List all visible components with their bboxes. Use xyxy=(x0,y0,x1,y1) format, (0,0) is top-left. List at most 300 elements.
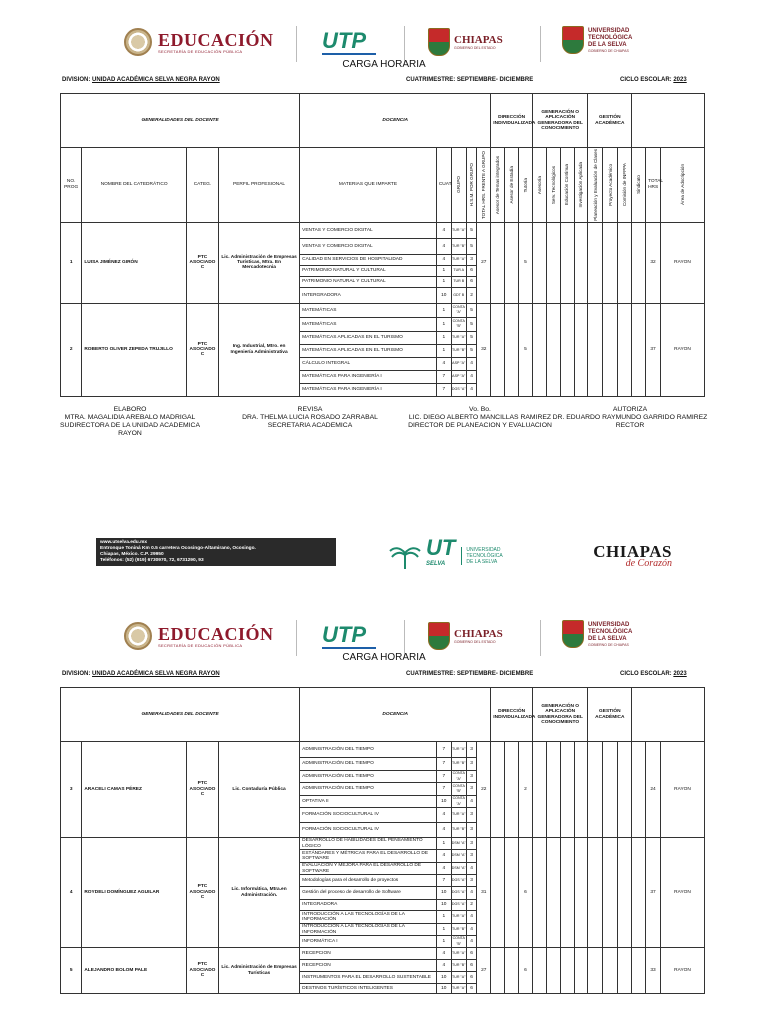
subject-cuat: 1 xyxy=(436,936,451,948)
subject-name: Metodologías para el desarrollo de proyectos xyxy=(300,875,437,887)
subject-name: MATEMÁTICAS xyxy=(300,317,437,331)
subject-grupo: CONTA "A" xyxy=(452,796,465,806)
subject-cuat: 4 xyxy=(436,948,451,960)
subject-grupo: DGS "A" xyxy=(451,875,466,887)
subject-cuat: 4 xyxy=(436,808,451,823)
univ-logo-2 xyxy=(562,620,632,648)
subject-grupo: DSM "A" xyxy=(451,838,466,850)
subject-hsm: 4 xyxy=(466,924,477,936)
logo-divider xyxy=(540,620,541,656)
cell-asesoria xyxy=(532,838,546,948)
teacher-area: RAYON xyxy=(661,948,705,994)
ciclo-line xyxy=(620,77,687,83)
page-title: CARGA HORARIA xyxy=(342,59,426,70)
cell-asesor-temas xyxy=(491,948,505,994)
teacher-name: ALEJANDRO BOLOM PALE xyxy=(82,948,187,994)
subject-cuat: 4 xyxy=(436,823,451,838)
subject-name: MATEMÁTICAS APLICADAS EN EL TURISMO xyxy=(300,331,437,344)
teacher-tutoria: 5 xyxy=(519,222,533,303)
subject-name: ADMINISTRACIÓN DEL TIEMPO xyxy=(300,758,437,771)
subject-hsm: 6 xyxy=(466,972,477,984)
signature-block xyxy=(400,406,560,430)
col-planeacion-label: Planeación y Evaluación de Clases xyxy=(592,149,598,221)
subject-grupo: GDT B xyxy=(451,287,466,303)
subject-name: DESARROLLO DE HABILIDADES DEL PENSAMIENTO LÓGICO xyxy=(300,838,437,850)
col-asesor_estadia xyxy=(505,148,519,223)
cell-sindicato xyxy=(632,303,646,396)
col-comision-label: Comisión de INFPPA xyxy=(622,163,628,207)
division-line xyxy=(62,77,220,83)
utp-bar xyxy=(322,647,376,649)
cell-asesoria xyxy=(532,742,546,838)
group-gestion: GESTIÓN ACADÉMICA xyxy=(588,688,632,742)
subject-hsm: 5 xyxy=(466,238,477,254)
subject-cuat: 10 xyxy=(436,984,451,994)
subject-name: VENTAS Y COMERCIO DIGITAL xyxy=(300,238,437,254)
subject-cuat: 7 xyxy=(436,383,451,396)
subject-hsm: 3 xyxy=(466,838,477,850)
col-categ: CATEG. xyxy=(186,148,218,223)
univ-line-1: UNIVERSIDAD xyxy=(588,621,630,628)
subject-grupo: DSM "A" xyxy=(451,850,466,863)
subject-hsm: 3 xyxy=(466,850,477,863)
signature-role: AUTORIZA xyxy=(612,406,648,413)
utp-bar xyxy=(322,53,376,55)
ciclo-line-2 xyxy=(620,671,687,677)
teacher-total-frente: 31 xyxy=(477,838,491,948)
cuatrimestre-value: SEPTIEMBRE- DICIEMBRE xyxy=(456,77,534,83)
univ-line-4: GOBIERNO DE CHIAPAS xyxy=(588,48,629,53)
subject-hsm: 4 xyxy=(466,911,477,924)
subject-cuat: 7 xyxy=(436,875,451,887)
educacion-logo-2 xyxy=(124,622,274,650)
group-gestion: GESTIÓN ACADÉMICA xyxy=(588,94,632,148)
cell-proyecto xyxy=(603,222,618,303)
subject-grupo: TUR "A" xyxy=(451,222,466,238)
subject-grupo: TUR "A" xyxy=(451,742,466,758)
subject-hsm: 6 xyxy=(466,984,477,994)
subject-name: EVALUACIÓN Y MEJORA PARA EL DESARROLLO DE SOFTWARE xyxy=(300,863,437,875)
teacher-no: 5 xyxy=(61,948,82,994)
subject-hsm: 6 xyxy=(466,276,477,287)
palm-leaf-icon xyxy=(390,543,420,569)
carga-table-2 xyxy=(60,687,705,994)
chiapas-logo-2 xyxy=(428,622,503,650)
signature-role: Vo. Bo. xyxy=(469,406,491,413)
col-no: NO. PROG xyxy=(61,148,82,223)
educacion-sub: SECRETARÍA DE EDUCACIÓN PÚBLICA xyxy=(158,48,243,54)
subject-grupo: TUR A xyxy=(451,265,466,276)
subject-name: INSTRUMENTOS PARA EL DESARROLLO SUSTENTABLE xyxy=(300,972,437,984)
cell-planeacion xyxy=(588,222,603,303)
cuatrimestre-line-2 xyxy=(406,671,533,677)
cell-asesoria xyxy=(532,303,546,396)
teacher-tutoria: 5 xyxy=(519,303,533,396)
footer-web: www.utselva.edu.mx xyxy=(100,540,148,545)
cell-serv-tec xyxy=(546,303,560,396)
subject-name: MATEMÁTICAS xyxy=(300,303,437,317)
chiapas-corazon-logo xyxy=(582,542,672,569)
group-generacion: GENERACIÓN O APLICACIÓN GENERADORA DEL CONOCIMIENTO xyxy=(532,94,588,148)
cuatrimestre-label: CUATRIMESTRE: xyxy=(406,77,456,83)
group-empty xyxy=(632,688,705,742)
subject-hsm: 3 xyxy=(466,758,477,771)
subject-grupo: TUR "B" xyxy=(451,960,466,972)
subject-cuat: 4 xyxy=(436,222,451,238)
subject-cuat: 1 xyxy=(436,344,451,357)
cell-serv-tec xyxy=(546,838,560,948)
subject-cuat: 10 xyxy=(436,972,451,984)
col-asesor_temas-label: Asesor de Temas integrados xyxy=(495,155,501,214)
subject-hsm: 5 xyxy=(466,222,477,238)
subject-grupo: TUR "B" xyxy=(451,238,466,254)
subject-hsm: 4 xyxy=(466,796,477,808)
subject-name: RECEPCION xyxy=(300,960,437,972)
ut-sub-3: DE LA SELVA xyxy=(466,559,498,565)
teacher-total-hrs: 32 xyxy=(646,222,661,303)
cell-proyecto xyxy=(603,303,618,396)
col-sindicato xyxy=(632,148,646,223)
teacher-no: 4 xyxy=(61,838,82,948)
subject-grupo: TUR "A" xyxy=(451,331,466,344)
subject-cuat: 10 xyxy=(436,900,451,911)
ciclo-value: 2023 xyxy=(673,77,687,83)
col-grupo-label: GRUPO xyxy=(456,176,462,194)
subject-cuat: 1 xyxy=(436,911,451,924)
cell-comision xyxy=(618,948,632,994)
univ-line-2: TECNOLÓGICA xyxy=(588,34,633,41)
signature-name: LIC. DIEGO ALBERTO MANCILLAS RAMIREZ xyxy=(408,414,552,421)
univ-line-3: DE LA SELVA xyxy=(588,41,627,48)
cell-investigacion xyxy=(574,742,588,838)
cell-sindicato xyxy=(632,222,646,303)
signature-name: DRA. THELMA LUCIA ROSADO ZARRABAL xyxy=(242,414,378,421)
subject-name: PATRIMONIO NATURAL Y CULTURAL xyxy=(300,265,437,276)
ut-sub-1: UNIVERSIDAD xyxy=(466,547,501,553)
col-sindicato-label: Sindicato xyxy=(635,175,641,195)
group-header-row xyxy=(61,688,705,742)
educacion-logo xyxy=(124,28,274,56)
ciclo-value: 2023 xyxy=(673,671,687,677)
cell-asesor-temas xyxy=(491,838,505,948)
subject-name: MATEMÁTICAS PARA INGENIERÍA I xyxy=(300,370,437,383)
subject-grupo: DGS "A" xyxy=(451,383,466,396)
subject-cuat: 4 xyxy=(436,357,451,370)
cell-investigacion xyxy=(574,222,588,303)
subject-grupo: TUR "A" xyxy=(451,972,466,984)
cell-planeacion xyxy=(588,742,603,838)
col-hsm xyxy=(466,148,477,223)
teacher-total-frente: 32 xyxy=(477,303,491,396)
utp-text: UTP xyxy=(322,28,366,53)
subject-hsm: 4 xyxy=(466,357,477,370)
col-area xyxy=(661,148,705,223)
signature-title: SECRETARIA ACADEMICA xyxy=(267,422,353,429)
subject-name: FORMACIÓN SOCIOCULTURAL IV xyxy=(300,808,437,823)
teacher-no: 2 xyxy=(61,303,82,396)
subject-hsm: 3 xyxy=(466,808,477,823)
cell-asesoria xyxy=(532,948,546,994)
subject-cuat: 7 xyxy=(436,742,451,758)
subject-grupo: CONTA "B" xyxy=(451,783,466,796)
subject-cuat: 7 xyxy=(436,758,451,771)
subject-cuat: 1 xyxy=(436,924,451,936)
univ-line-3: DE LA SELVA xyxy=(588,635,627,642)
chiapas-shield-icon xyxy=(428,622,450,650)
utp-logo-2 xyxy=(322,624,376,649)
subject-grupo: TUR B xyxy=(451,276,466,287)
subject-hsm: 3 xyxy=(466,742,477,758)
univ-logo xyxy=(562,26,632,54)
educacion-text: EDUCACIÓN xyxy=(158,29,274,50)
signature-role: REVISA xyxy=(297,406,323,413)
educacion-sub: SECRETARÍA DE EDUCACIÓN PÚBLICA xyxy=(158,642,243,648)
group-docencia: DOCENCIA xyxy=(300,94,491,148)
chiapas-sub: GOBIERNO DEL ESTADO xyxy=(454,46,496,50)
subject-grupo: TUR "B" xyxy=(451,823,466,838)
subject-hsm: 3 xyxy=(466,254,477,265)
col-hsm-label: H.S.M. POR GRUPO xyxy=(468,163,474,207)
signature-block xyxy=(235,406,385,430)
subject-grupo: TUR "B" xyxy=(451,344,466,357)
col-asesoria xyxy=(532,148,546,223)
footer-addr-1: Entronque Toniná Km 0.5 carretera Ocosingo-Altamirano, Ocosingo. xyxy=(100,546,256,551)
univ-line-2: TECNOLÓGICA xyxy=(588,628,633,635)
group-generalidades: GENERALIDADES DEL DOCENTE xyxy=(61,688,300,742)
logo-divider xyxy=(296,26,297,62)
utp-logo xyxy=(322,30,376,55)
cell-sindicato xyxy=(632,948,646,994)
subject-hsm: 4 xyxy=(466,863,477,875)
subject-cuat: 7 xyxy=(436,783,451,796)
cell-sindicato xyxy=(632,838,646,948)
teacher-perfil: Lic. Contaduría Pública xyxy=(219,742,300,838)
subject-hsm: 6 xyxy=(466,265,477,276)
teacher-categ: PTC ASOCIADO C xyxy=(186,303,218,396)
subject-name: FORMACIÓN SOCIOCULTURAL IV xyxy=(300,823,437,838)
group-direccion: DIRECCIÓN INDIVIDUALIZADA xyxy=(491,688,533,742)
subject-hsm: 2 xyxy=(466,287,477,303)
col-nombre: NOMBRE DEL CATEDRÁTICO xyxy=(82,148,187,223)
cell-comision xyxy=(618,303,632,396)
col-grupo xyxy=(451,148,466,223)
subject-name: MATEMÁTICAS APLICADAS EN EL TURISMO xyxy=(300,344,437,357)
ciclo-label: CICLO ESCOLAR: xyxy=(620,77,672,83)
subject-cuat: 1 xyxy=(436,838,451,850)
col-perfil: PERFIL PROFESIONAL xyxy=(219,148,300,223)
teacher-area: RAYON xyxy=(661,222,705,303)
col-total_frente xyxy=(477,148,491,223)
division-label: DIVISION: xyxy=(62,671,91,677)
subject-name: ADMINISTRACIÓN DEL TIEMPO xyxy=(300,742,437,758)
cell-comision xyxy=(618,742,632,838)
teacher-total-frente: 27 xyxy=(477,222,491,303)
col-investigacion-label: Investigación Aplicada xyxy=(578,162,584,208)
col-tutoria xyxy=(519,148,533,223)
subject-name: DESTINOS TURÍSTICOS INTELIGENTES xyxy=(300,984,437,994)
subject-grupo: TUR "B" xyxy=(451,924,466,936)
cell-educ-continua xyxy=(560,742,574,838)
cell-asesor-estadia xyxy=(505,303,519,396)
table-row xyxy=(61,222,705,238)
signature-name: DR. EDUARDO RAYMUNDO GARRIDO RAMIREZ xyxy=(552,414,708,421)
col-proyecto xyxy=(603,148,618,223)
subject-name: Gestión del proceso de desarrollo de Software xyxy=(300,887,437,900)
subject-hsm: 6 xyxy=(466,960,477,972)
subject-name: RECEPCION xyxy=(300,948,437,960)
teacher-total-frente: 27 xyxy=(477,948,491,994)
table-row xyxy=(61,303,705,317)
chiapas-text: CHIAPAS xyxy=(454,34,503,46)
group-generacion: GENERACIÓN O APLICACIÓN GENERADORA DEL CONOCIMIENTO xyxy=(532,688,588,742)
subject-hsm: 2 xyxy=(466,900,477,911)
subject-name: OPTATIVA II xyxy=(300,796,437,808)
teacher-total-hrs: 37 xyxy=(646,838,661,948)
cell-educ-continua xyxy=(560,948,574,994)
selva-text: SELVA xyxy=(426,561,446,567)
subject-cuat: 7 xyxy=(436,771,451,783)
ut-text: UT xyxy=(426,535,456,560)
cell-planeacion xyxy=(588,303,603,396)
group-header-row xyxy=(61,94,705,148)
subject-name: CALIDAD EN SERVICIOS DE HOSPITALIDAD xyxy=(300,254,437,265)
subject-cuat: 4 xyxy=(436,960,451,972)
teacher-tutoria: 6 xyxy=(519,838,533,948)
subject-name: ESTÁNDARES Y MÉTRICAS PARA EL DESARROLLO DE SOFTWARE xyxy=(300,850,437,863)
univ-shield-icon xyxy=(562,620,584,648)
subject-grupo: TUR "A" xyxy=(451,254,466,265)
chiapas-sub: GOBIERNO DEL ESTADO xyxy=(454,640,496,644)
cell-asesor-temas xyxy=(491,303,505,396)
cell-proyecto xyxy=(603,742,618,838)
subject-cuat: 1 xyxy=(436,331,451,344)
subject-grupo: CONTA "A" xyxy=(451,303,466,317)
chiapas-logo xyxy=(428,28,503,56)
cell-asesoria xyxy=(532,222,546,303)
signature-block xyxy=(550,406,710,430)
signature-name: MTRA. MAGALIDIA AREBALO MADRIGAL xyxy=(64,414,196,421)
teacher-categ: PTC ASOCIADO C xyxy=(186,222,218,303)
subject-name: INTERGRADORA xyxy=(300,287,437,303)
teacher-tutoria: 6 xyxy=(519,948,533,994)
subject-name: PATRIMONIO NATURAL Y CULTURAL xyxy=(300,276,437,287)
col-asesor_estadia-label: Asesor de Estadía xyxy=(508,166,514,204)
subject-grupo: DGS "A" xyxy=(451,887,466,900)
cell-investigacion xyxy=(574,838,588,948)
teacher-area: RAYON xyxy=(661,303,705,396)
subject-name: INTRODUCCIÓN A LAS TECNOLOGÍAS DE LA INFORMACIÓN xyxy=(300,911,437,924)
signature-title: DIRECTOR DE PLANEACION Y EVALUACION xyxy=(408,422,552,429)
col-comision xyxy=(618,148,632,223)
subject-grupo: TUR "A" xyxy=(451,911,466,924)
subject-grupo: ASP "A" xyxy=(451,357,466,370)
table-row xyxy=(61,838,705,850)
col-cuat: CUAT. xyxy=(436,148,451,223)
subject-hsm: 3 xyxy=(466,771,477,783)
cell-serv-tec xyxy=(546,222,560,303)
teacher-total-hrs: 24 xyxy=(646,742,661,838)
teacher-name: ARACELI CAMAS PÉREZ xyxy=(82,742,187,838)
cell-asesor-estadia xyxy=(505,948,519,994)
subject-cuat: 10 xyxy=(436,887,451,900)
subject-grupo: TUR "B" xyxy=(451,758,466,771)
teacher-perfil: Lic. Administración de Empresas Turísticas xyxy=(219,948,300,994)
col-materias: MATERIAS QUE IMPARTE xyxy=(300,148,437,223)
teacher-total-hrs: 37 xyxy=(646,303,661,396)
subject-hsm: 4 xyxy=(466,383,477,396)
ciclo-label: CICLO ESCOLAR: xyxy=(620,671,672,677)
footer-address xyxy=(96,538,336,566)
subject-hsm: 3 xyxy=(466,783,477,796)
subject-grupo: DGS "A" xyxy=(451,900,466,911)
subject-name: INFORMÁTICA I xyxy=(300,936,437,948)
subject-name: INTRODUCCIÓN A LAS TECNOLOGÍAS DE LA INFORMACIÓN xyxy=(300,924,437,936)
subject-cuat: 4 xyxy=(436,238,451,254)
univ-line-4: GOBIERNO DE CHIAPAS xyxy=(588,642,629,647)
corazon-text: de Corazón xyxy=(625,558,672,569)
column-header-row xyxy=(61,148,705,223)
teacher-no: 3 xyxy=(61,742,82,838)
cell-educ-continua xyxy=(560,222,574,303)
educacion-text: EDUCACIÓN xyxy=(158,623,274,644)
cell-sindicato xyxy=(632,742,646,838)
utp-text: UTP xyxy=(322,622,366,647)
col-area-label: Área de Adscripción xyxy=(679,164,685,206)
subject-name: ADMINISTRACIÓN DEL TIEMPO xyxy=(300,783,437,796)
subject-hsm: 5 xyxy=(466,331,477,344)
subject-grupo: ASP "A" xyxy=(451,370,466,383)
subject-grupo: DSM "A" xyxy=(451,863,466,875)
group-direccion: DIRECCIÓN INDIVIDUALIZADA xyxy=(491,94,533,148)
table-row xyxy=(61,742,705,758)
division-value: UNIDAD ACADÉMICA SELVA NEGRA RAYON xyxy=(92,77,220,83)
subject-name: INTEGRADORA xyxy=(300,900,437,911)
cell-planeacion xyxy=(588,948,603,994)
logo-divider xyxy=(296,620,297,656)
cell-educ-continua xyxy=(560,303,574,396)
subject-name: CÁLCULO INTEGRAL xyxy=(300,357,437,370)
col-total-hrs: TOTAL HRS xyxy=(646,148,661,223)
col-asesoria-label: Asesoría xyxy=(536,175,542,194)
teacher-categ: PTC ASOCIADO C xyxy=(186,948,218,994)
subject-grupo: TUR "A" xyxy=(451,948,466,960)
logo-divider xyxy=(540,26,541,62)
cell-proyecto xyxy=(603,838,618,948)
subject-cuat: 4 xyxy=(436,863,451,875)
subject-name: VENTAS Y COMERCIO DIGITAL xyxy=(300,222,437,238)
subject-hsm: 5 xyxy=(466,317,477,331)
teacher-area: RAYON xyxy=(661,742,705,838)
teacher-categ: PTC ASOCIADO C xyxy=(186,742,218,838)
subject-cuat: 7 xyxy=(436,370,451,383)
col-tutoria-label: Tutoría xyxy=(522,177,528,193)
col-serv_tec-label: Serv. Tecnológicos xyxy=(550,165,556,204)
cell-asesor-temas xyxy=(491,222,505,303)
teacher-total-hrs: 33 xyxy=(646,948,661,994)
teacher-area: RAYON xyxy=(661,838,705,948)
subject-cuat: 1 xyxy=(436,265,451,276)
col-educ_continua xyxy=(560,148,574,223)
univ-shield-icon xyxy=(562,26,584,54)
mexico-seal-icon xyxy=(124,622,152,650)
chiapas-shield-icon xyxy=(428,28,450,56)
subject-hsm: 4 xyxy=(466,370,477,383)
col-planeacion xyxy=(588,148,603,223)
teacher-name: LUISA JIMÉNEZ GIRÓN xyxy=(82,222,187,303)
group-empty xyxy=(632,94,705,148)
cell-serv-tec xyxy=(546,742,560,838)
group-generalidades: GENERALIDADES DEL DOCENTE xyxy=(61,94,300,148)
